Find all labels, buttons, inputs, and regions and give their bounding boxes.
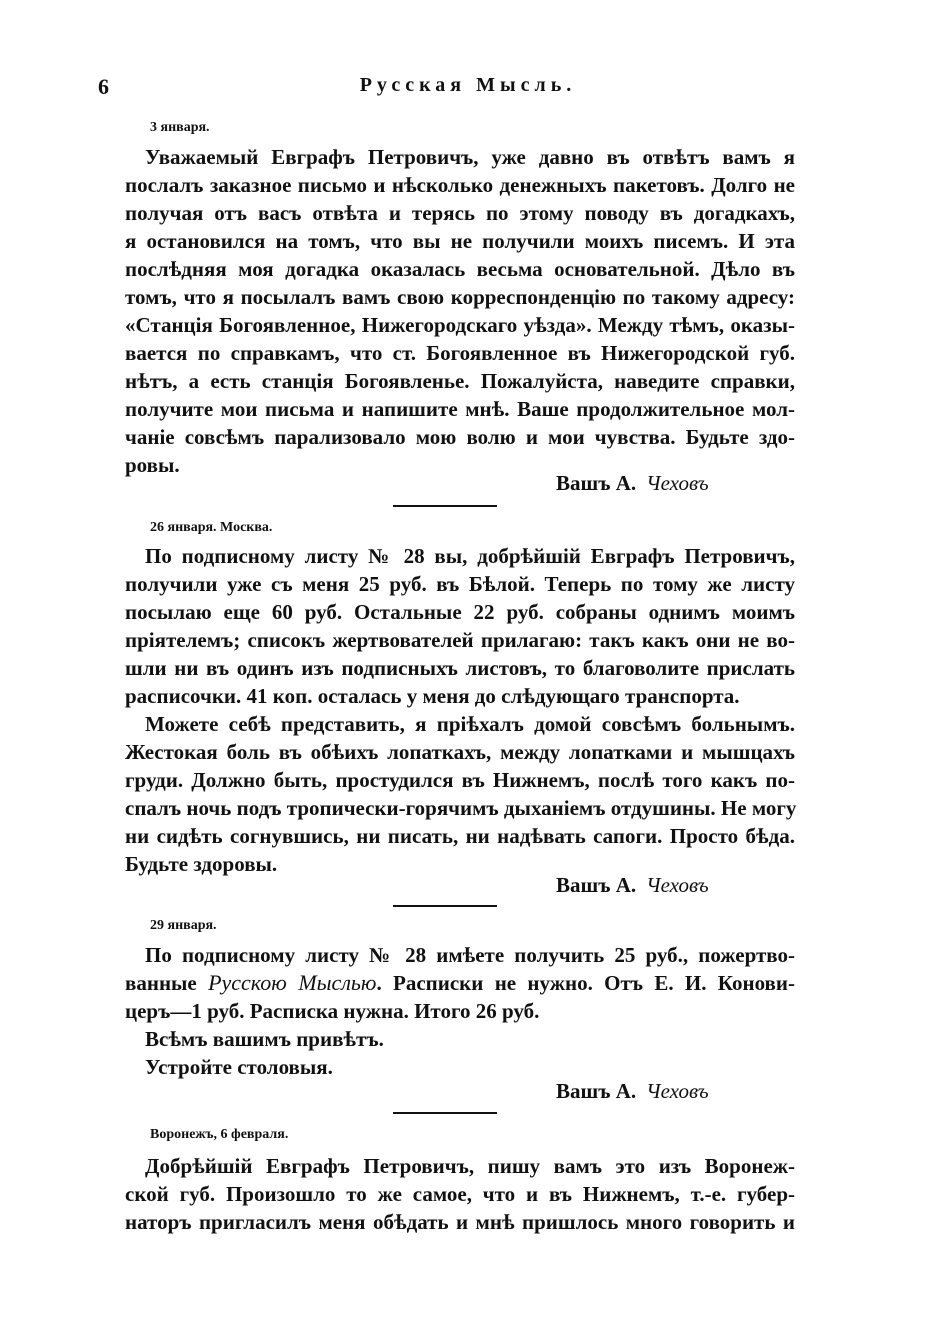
letter-body	[125, 941, 795, 1081]
text-line: наторъ пригласилъ меня обѣдать и мнѣ пришлось много говорить и	[125, 1210, 795, 1234]
letter-date: 3 января.	[150, 120, 210, 135]
text-line: расписочки. 41 коп. осталась у меня до слѣдующаго транспорта.	[125, 684, 740, 708]
text-line: «Станція Богоявленное, Нижегородскаго уѣзда». Между тѣмъ, оказы-	[125, 313, 795, 337]
letter-body	[125, 143, 795, 479]
text-line: груди. Должно быть, простудился въ Нижнемъ, послѣ того какъ по-	[125, 768, 795, 792]
signature	[556, 1077, 709, 1105]
section-divider	[393, 505, 497, 507]
text-line: посылаю еще 60 руб. Остальные 22 руб. собраны однимъ моимъ	[125, 600, 795, 624]
letter-body	[125, 542, 795, 878]
text-line: Можете себѣ представить, я пріѣхалъ домой совсѣмъ больнымъ.	[145, 712, 795, 736]
letter-body	[125, 1152, 795, 1236]
text-line: я остановился на томъ, что вы не получили моихъ писемъ. И эта	[125, 229, 795, 253]
text-line: послалъ заказное письмо и нѣсколько денежныхъ пакетовъ. Долго не	[125, 173, 795, 197]
page-number: 6	[98, 74, 109, 99]
letter-date: 29 января.	[150, 918, 217, 933]
section-divider	[393, 1112, 497, 1114]
text-line: церъ—1 руб. Расписка нужна. Итого 26 руб.	[125, 999, 540, 1023]
letter-date: 26 января. Москва.	[150, 520, 273, 535]
text-line: получая отъ васъ отвѣта и терясь по этому поводу въ догадкахъ,	[125, 201, 795, 225]
signature-closing: Вашъ А.	[556, 1079, 637, 1103]
text-line: получили уже съ меня 25 руб. въ Бѣлой. Теперь по тому же листу	[125, 572, 795, 596]
text-line: получите мои письма и напишите мнѣ. Ваше продолжительное мол-	[125, 397, 795, 421]
text-line: пріятелемъ; списокъ жертвователей прилагаю: такъ какъ они не во-	[125, 628, 795, 652]
running-title: Русская Мысль.	[359, 74, 577, 96]
text-line: По подписному листу № 28 вы, добрѣйшій Евграфъ Петровичъ,	[145, 544, 795, 568]
text-line: вается по справкамъ, что ст. Богоявленное въ Нижегородской губ.	[125, 341, 795, 365]
text-line: ни сидѣть согнувшись, ни писать, ни надѣвать сапоги. Просто бѣда.	[125, 824, 795, 848]
signature-name: Чеховъ	[646, 471, 709, 495]
text-segment: . Расписки не нужно. Отъ Е. И. Конови-	[376, 971, 795, 995]
text-line: Устройте столовыя.	[145, 1055, 333, 1079]
text-line: Будьте здоровы.	[125, 852, 278, 876]
text-line: ровы.	[125, 453, 180, 477]
text-line: шли ни въ одинъ изъ подписныхъ листовъ, то благоволите прислать	[125, 656, 795, 680]
text-line: Добрѣйшій Евграфъ Петровичъ, пишу вамъ это изъ Воронеж-	[145, 1154, 795, 1178]
text-line: ской губ. Произошло то же самое, что и въ Нижнемъ, т.-е. губер-	[125, 1182, 795, 1206]
text-line: Жестокая боль въ обѣихъ лопаткахъ, между лопатками и мышцахъ	[125, 740, 795, 764]
text-line: нѣтъ, а есть станція Богоявленье. Пожалуйста, наведите справки,	[125, 369, 795, 393]
signature-closing: Вашъ А.	[556, 471, 637, 495]
italic-title: Русскою Мыслью	[208, 970, 377, 995]
section-divider	[393, 905, 497, 907]
signature	[556, 871, 709, 899]
signature	[556, 469, 709, 497]
text-line: По подписному листу № 28 имѣете получить 25 руб., пожертво-	[145, 943, 795, 967]
letter-date: Воронежъ, 6 февраля.	[150, 1127, 289, 1142]
text-line: послѣдняя моя догадка оказалась весьма основательной. Дѣло въ	[125, 257, 795, 281]
signature-closing: Вашъ А.	[556, 873, 637, 897]
signature-name: Чеховъ	[646, 873, 709, 897]
text-line: спалъ ночь подъ тропически-горячимъ дыханіемъ отдушины. Не могу	[125, 796, 797, 820]
text-line: Уважаемый Евграфъ Петровичъ, уже давно въ отвѣтъ вамъ я	[145, 145, 795, 169]
text-line: Всѣмъ вашимъ привѣтъ.	[145, 1027, 384, 1051]
text-segment: ванные	[125, 971, 209, 995]
text-line	[125, 969, 795, 997]
text-line: чаніе совсѣмъ парализовало мою волю и мои чувства. Будьте здо-	[125, 425, 795, 449]
text-line: томъ, что я посылалъ вамъ свою корреспонденцію по такому адресу:	[125, 285, 795, 309]
signature-name: Чеховъ	[646, 1079, 709, 1103]
